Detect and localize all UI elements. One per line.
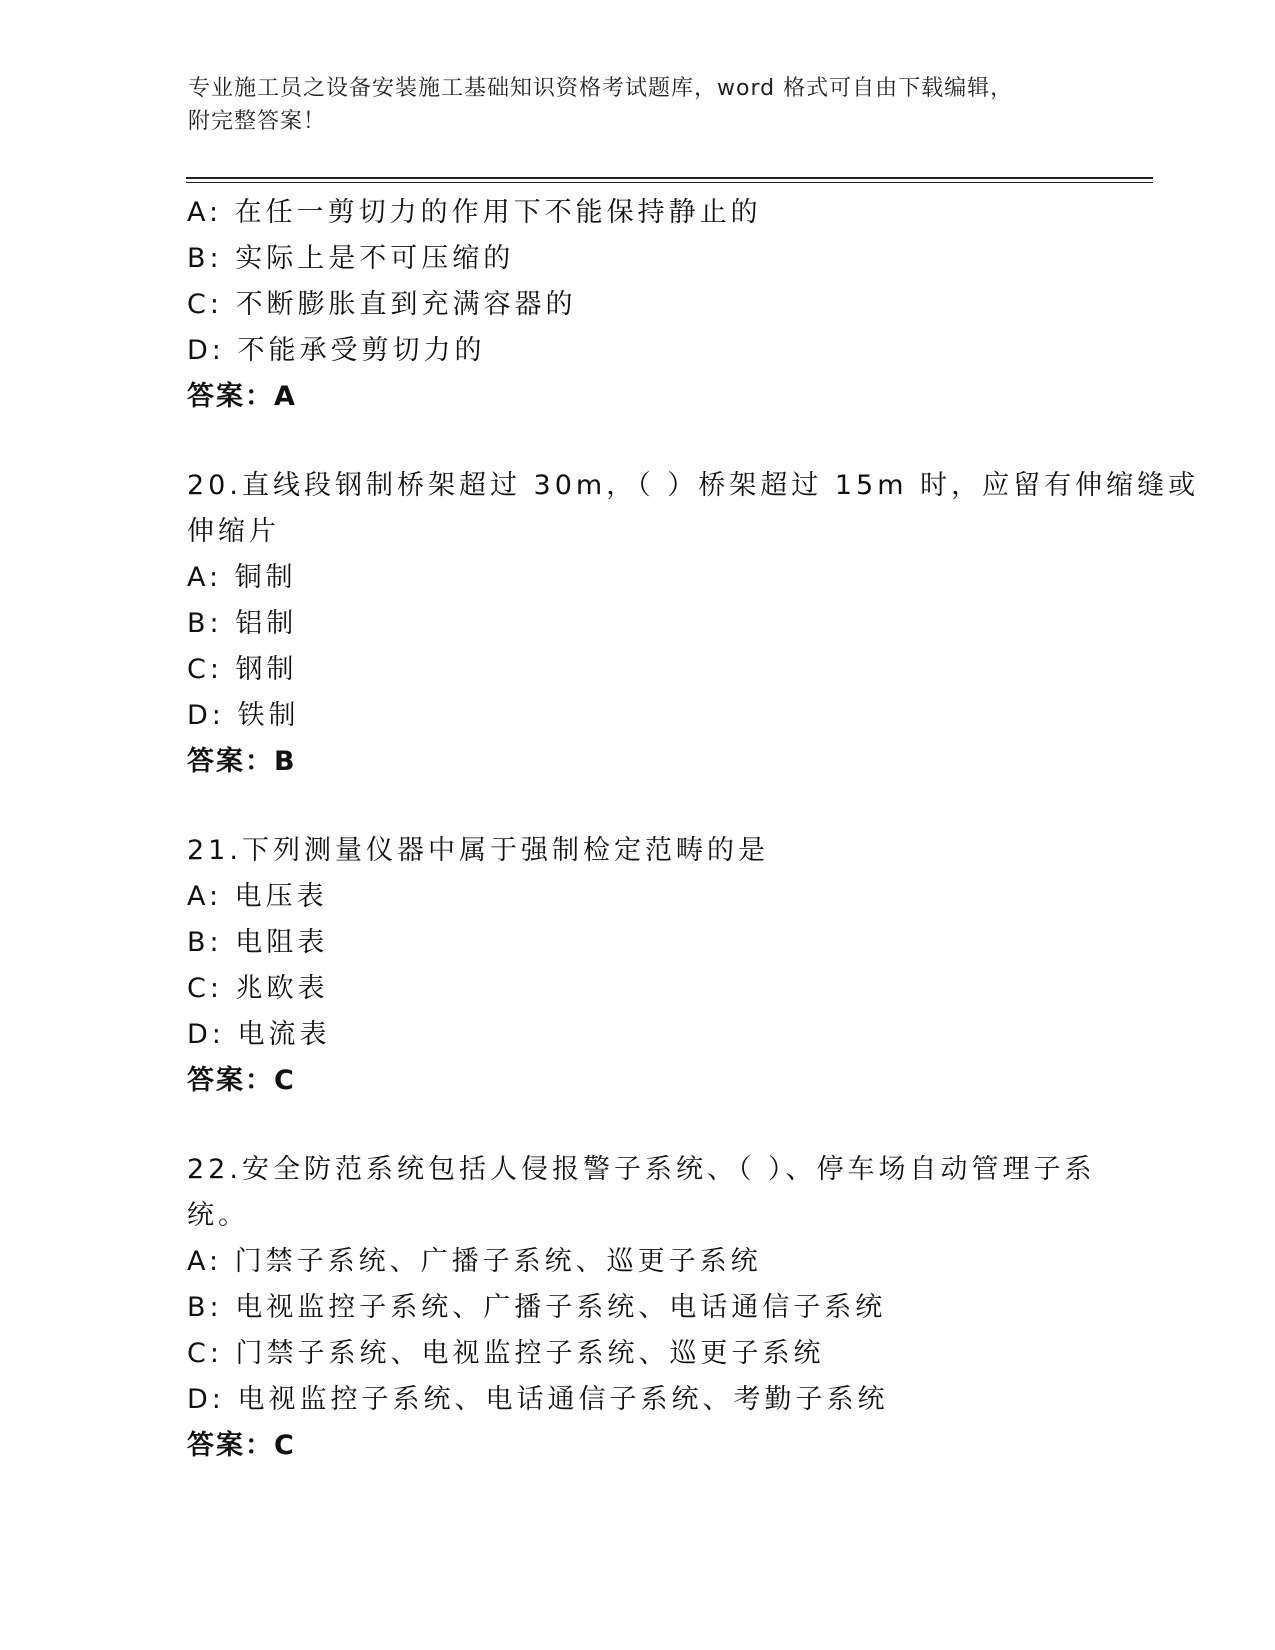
spacer bbox=[187, 785, 1087, 828]
question-text-line-2: 统。 bbox=[187, 1200, 249, 1231]
option-c: C: 门禁子系统、电视监控子系统、巡更子系统 bbox=[187, 1338, 825, 1369]
question-text-line-2: 伸缩片 bbox=[187, 516, 280, 547]
spacer bbox=[187, 1104, 1087, 1147]
answer: 答案：A bbox=[187, 381, 297, 412]
option-d: D: 电视监控子系统、电话通信子系统、考勤子系统 bbox=[187, 1384, 889, 1415]
header-divider-thin bbox=[186, 182, 1153, 183]
option-c: C: 兆欧表 bbox=[187, 973, 329, 1004]
header-divider-thick bbox=[186, 177, 1153, 179]
question-text-line-1: 22.安全防范系统包括人侵报警子系统、（ ）、停车场自动管理子系 bbox=[187, 1154, 1096, 1185]
header-line-2: 附完整答案！ bbox=[188, 109, 327, 134]
question-20 bbox=[187, 463, 1200, 785]
option-a: A: 电压表 bbox=[187, 881, 328, 912]
option-b: B: 铝制 bbox=[187, 608, 298, 639]
question-list bbox=[187, 190, 1200, 1469]
option-b: B: 实际上是不可压缩的 bbox=[187, 243, 515, 274]
answer: 答案：C bbox=[187, 1065, 296, 1096]
question-21 bbox=[187, 828, 1087, 1104]
option-b: B: 电视监控子系统、广播子系统、电话通信子系统 bbox=[187, 1292, 887, 1323]
option-d: D: 铁制 bbox=[187, 700, 300, 731]
option-a: A: 在任一剪切力的作用下不能保持静止的 bbox=[187, 197, 762, 228]
option-c: C: 不断膨胀直到充满容器的 bbox=[187, 289, 577, 320]
option-a: A: 门禁子系统、广播子系统、巡更子系统 bbox=[187, 1246, 762, 1277]
header-line-1: 专业施工员之设备安装施工基础知识资格考试题库，word 格式可自由下载编辑， bbox=[188, 76, 1014, 101]
option-c: C: 钢制 bbox=[187, 654, 298, 685]
question-text-line-1: 21.下列测量仪器中属于强制检定范畴的是 bbox=[187, 835, 769, 866]
option-b: B: 电阻表 bbox=[187, 927, 329, 958]
document-header bbox=[188, 72, 1088, 138]
option-d: D: 电流表 bbox=[187, 1019, 331, 1050]
option-a: A: 铜制 bbox=[187, 562, 297, 593]
answer: 答案：C bbox=[187, 1430, 296, 1461]
question-22 bbox=[187, 1147, 1096, 1469]
option-d: D: 不能承受剪切力的 bbox=[187, 335, 486, 366]
question-19 bbox=[187, 190, 1087, 420]
answer: 答案：B bbox=[187, 746, 297, 777]
spacer bbox=[187, 420, 1087, 463]
question-text-line-1: 20.直线段钢制桥架超过 30m，（ ）桥架超过 15m 时，应留有伸缩缝或 bbox=[187, 470, 1200, 501]
